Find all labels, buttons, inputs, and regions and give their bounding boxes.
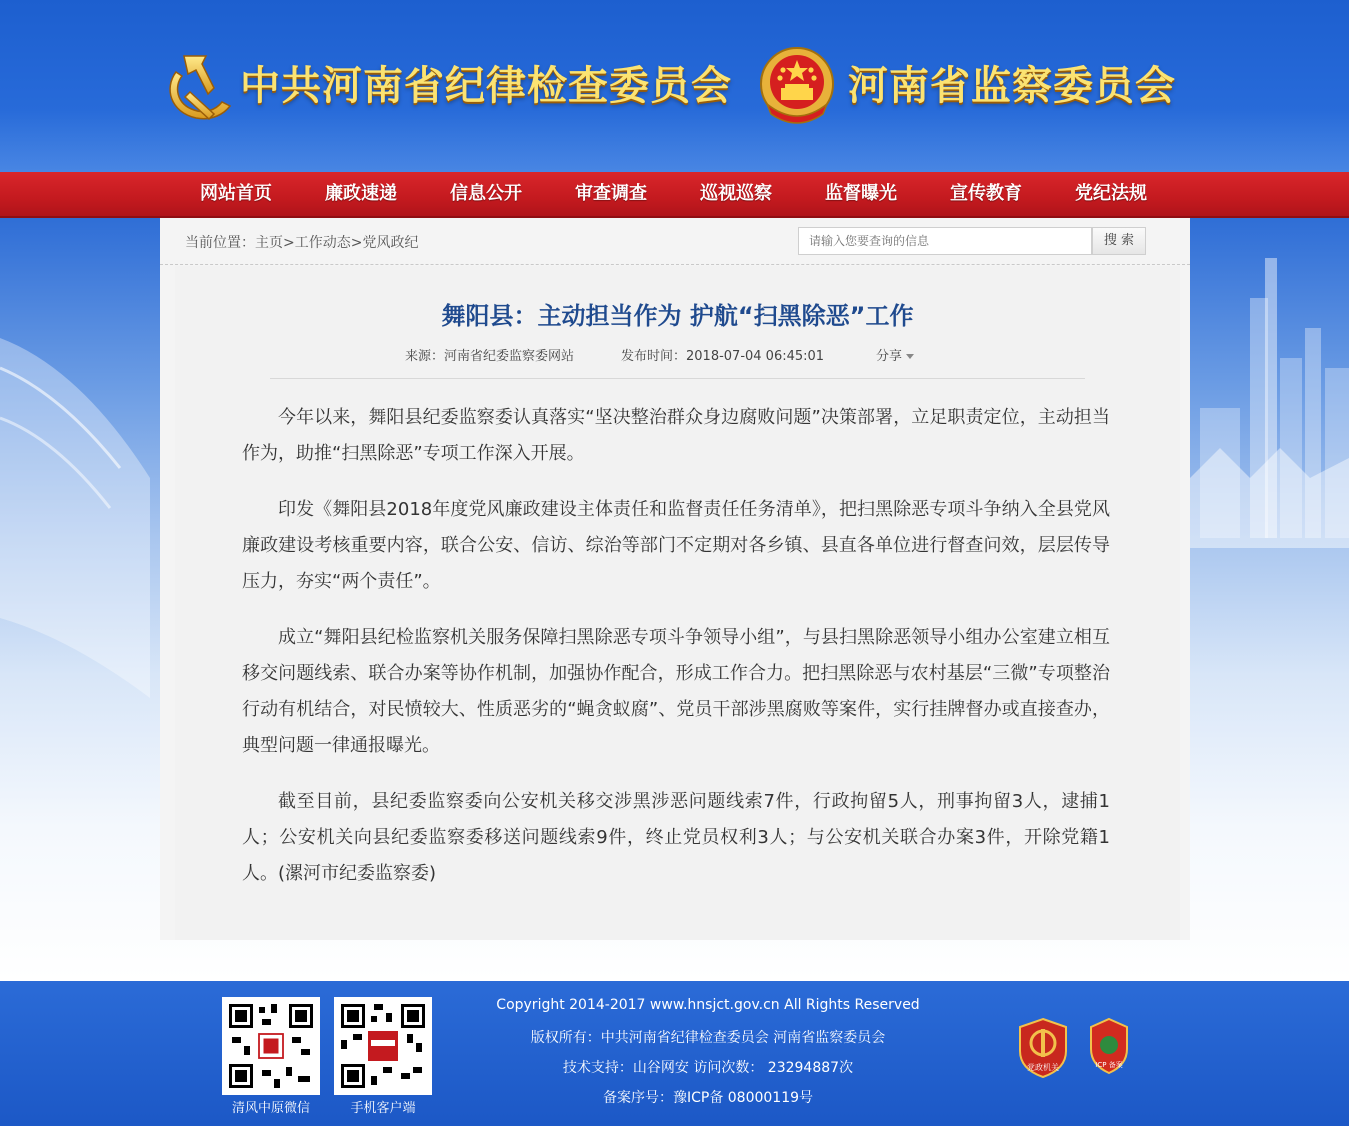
- footer-owner: 版权所有：中共河南省纪律检查委员会 河南省监察委员会: [530, 1030, 886, 1046]
- article-body: [242, 400, 1110, 912]
- party-government-badge-icon[interactable]: [1016, 1017, 1070, 1079]
- main-nav: [0, 172, 1349, 218]
- nav-item-info[interactable]: 信息公开: [450, 183, 522, 204]
- icp-record-badge-icon[interactable]: [1088, 1017, 1130, 1075]
- nav-item-education[interactable]: 宣传教育: [950, 183, 1022, 204]
- search-input[interactable]: [798, 227, 1092, 255]
- share-label: 分享: [876, 349, 903, 364]
- badge-party-text: 党政机关: [1027, 1063, 1059, 1072]
- nav-item-investigation[interactable]: 审查调查: [575, 183, 647, 204]
- article-paragraph: 印发《舞阳县2018年度党风廉政建设主体责任和监督责任任务清单》，把扫黑除恶专项斗争纳入全县党风廉政建设考核重要内容，联合公安、信访、综治等部门不定期对各乡镇、县直各单位进行督查问效，层层传导压力，夯实“两个责任”。: [242, 499, 1110, 592]
- article-source: 来源：河南省纪委监察委网站: [405, 349, 575, 364]
- qr-app-label: 手机客户端: [350, 1101, 416, 1116]
- content-panel: [160, 218, 1190, 940]
- footer-icp[interactable]: 备案序号：豫ICP备 08000119号: [602, 1090, 814, 1106]
- article-paragraph: 截至目前，县纪委监察委向公安机关移交涉黑涉恶问题线索7件，行政拘留5人，刑事拘留3人，逮捕1人；公安机关向县纪委监察委移送问题线索9件，终止党员权利3人；与公安机关联合办案3件，开除党籍1人。(漯河市纪委监察委): [242, 791, 1110, 884]
- site-footer: [0, 981, 1349, 1126]
- qr-code-app[interactable]: [334, 997, 432, 1095]
- article-title: 舞阳县：主动担当作为 护航“扫黑除恶”工作: [441, 302, 914, 330]
- title-right: 河南省监察委员会: [848, 63, 1176, 109]
- nav-item-inspection[interactable]: 巡视巡察: [700, 183, 772, 204]
- national-emblem-icon: [757, 44, 837, 128]
- qr-code-wechat[interactable]: [222, 997, 320, 1095]
- footer-support: 技术支持：山谷网安 访问次数： 23294887次: [562, 1060, 854, 1076]
- breadcrumb-level1-link[interactable]: 工作动态: [294, 235, 351, 251]
- site-header: [0, 0, 1349, 172]
- article-paragraph: 今年以来，舞阳县纪委监察委认真落实“坚决整治群众身边腐败问题”决策部署，立足职责定位，主动担当作为，助推“扫黑除恶”专项工作深入开展。: [242, 407, 1110, 464]
- party-emblem-icon: [162, 48, 234, 124]
- article-publish-time: 发布时间：2018-07-04 06:45:01: [621, 349, 825, 364]
- nav-item-regulations[interactable]: 党纪法规: [1075, 183, 1147, 204]
- article-paragraph: 成立“舞阳县纪检监察机关服务保障扫黑除恶专项斗争领导小组”，与县扫黑除恶领导小组办公室建立相互移交问题线索、联合办案等协作机制，加强协作配合，形成工作合力。把扫黑除恶与农村基层“三微”专项整治行动有机结合，对民愤较大、性质恶劣的“蝇贪蚁腐”、党员干部涉黑腐败等案件，实行挂牌督办或直接查办，典型问题一律通报曝光。: [242, 627, 1110, 756]
- search-button[interactable]: 搜 索: [1092, 227, 1146, 255]
- chevron-down-icon: [906, 354, 914, 359]
- breadcrumb-sep: >: [283, 235, 295, 251]
- breadcrumb-sep: >: [350, 235, 363, 251]
- qr-code-icon: [226, 1001, 316, 1091]
- breadcrumb-home-link[interactable]: 主页: [255, 235, 283, 251]
- article: [175, 266, 1180, 940]
- qr-wechat-label: 清风中原微信: [231, 1101, 310, 1116]
- nav-item-exposure[interactable]: 监督曝光: [825, 183, 897, 204]
- footer-copyright: Copyright 2014-2017 www.hnsjct.gov.cn All Rights Reserved: [496, 997, 920, 1013]
- qr-code-icon: [338, 1001, 428, 1091]
- nav-item-news[interactable]: 廉政速递: [325, 183, 397, 204]
- breadcrumb: [185, 232, 418, 252]
- nav-item-home[interactable]: 网站首页: [200, 183, 272, 204]
- breadcrumb-prefix: 当前位置：: [185, 235, 255, 251]
- article-divider: [270, 378, 1085, 379]
- title-left: 中共河南省纪律检查委员会: [240, 63, 732, 109]
- breadcrumb-level2-link[interactable]: 党风政纪: [362, 235, 419, 251]
- badge-icp-text: ICP 备案: [1095, 1061, 1123, 1069]
- breadcrumb-bar: [160, 218, 1190, 265]
- share-button[interactable]: [876, 345, 914, 364]
